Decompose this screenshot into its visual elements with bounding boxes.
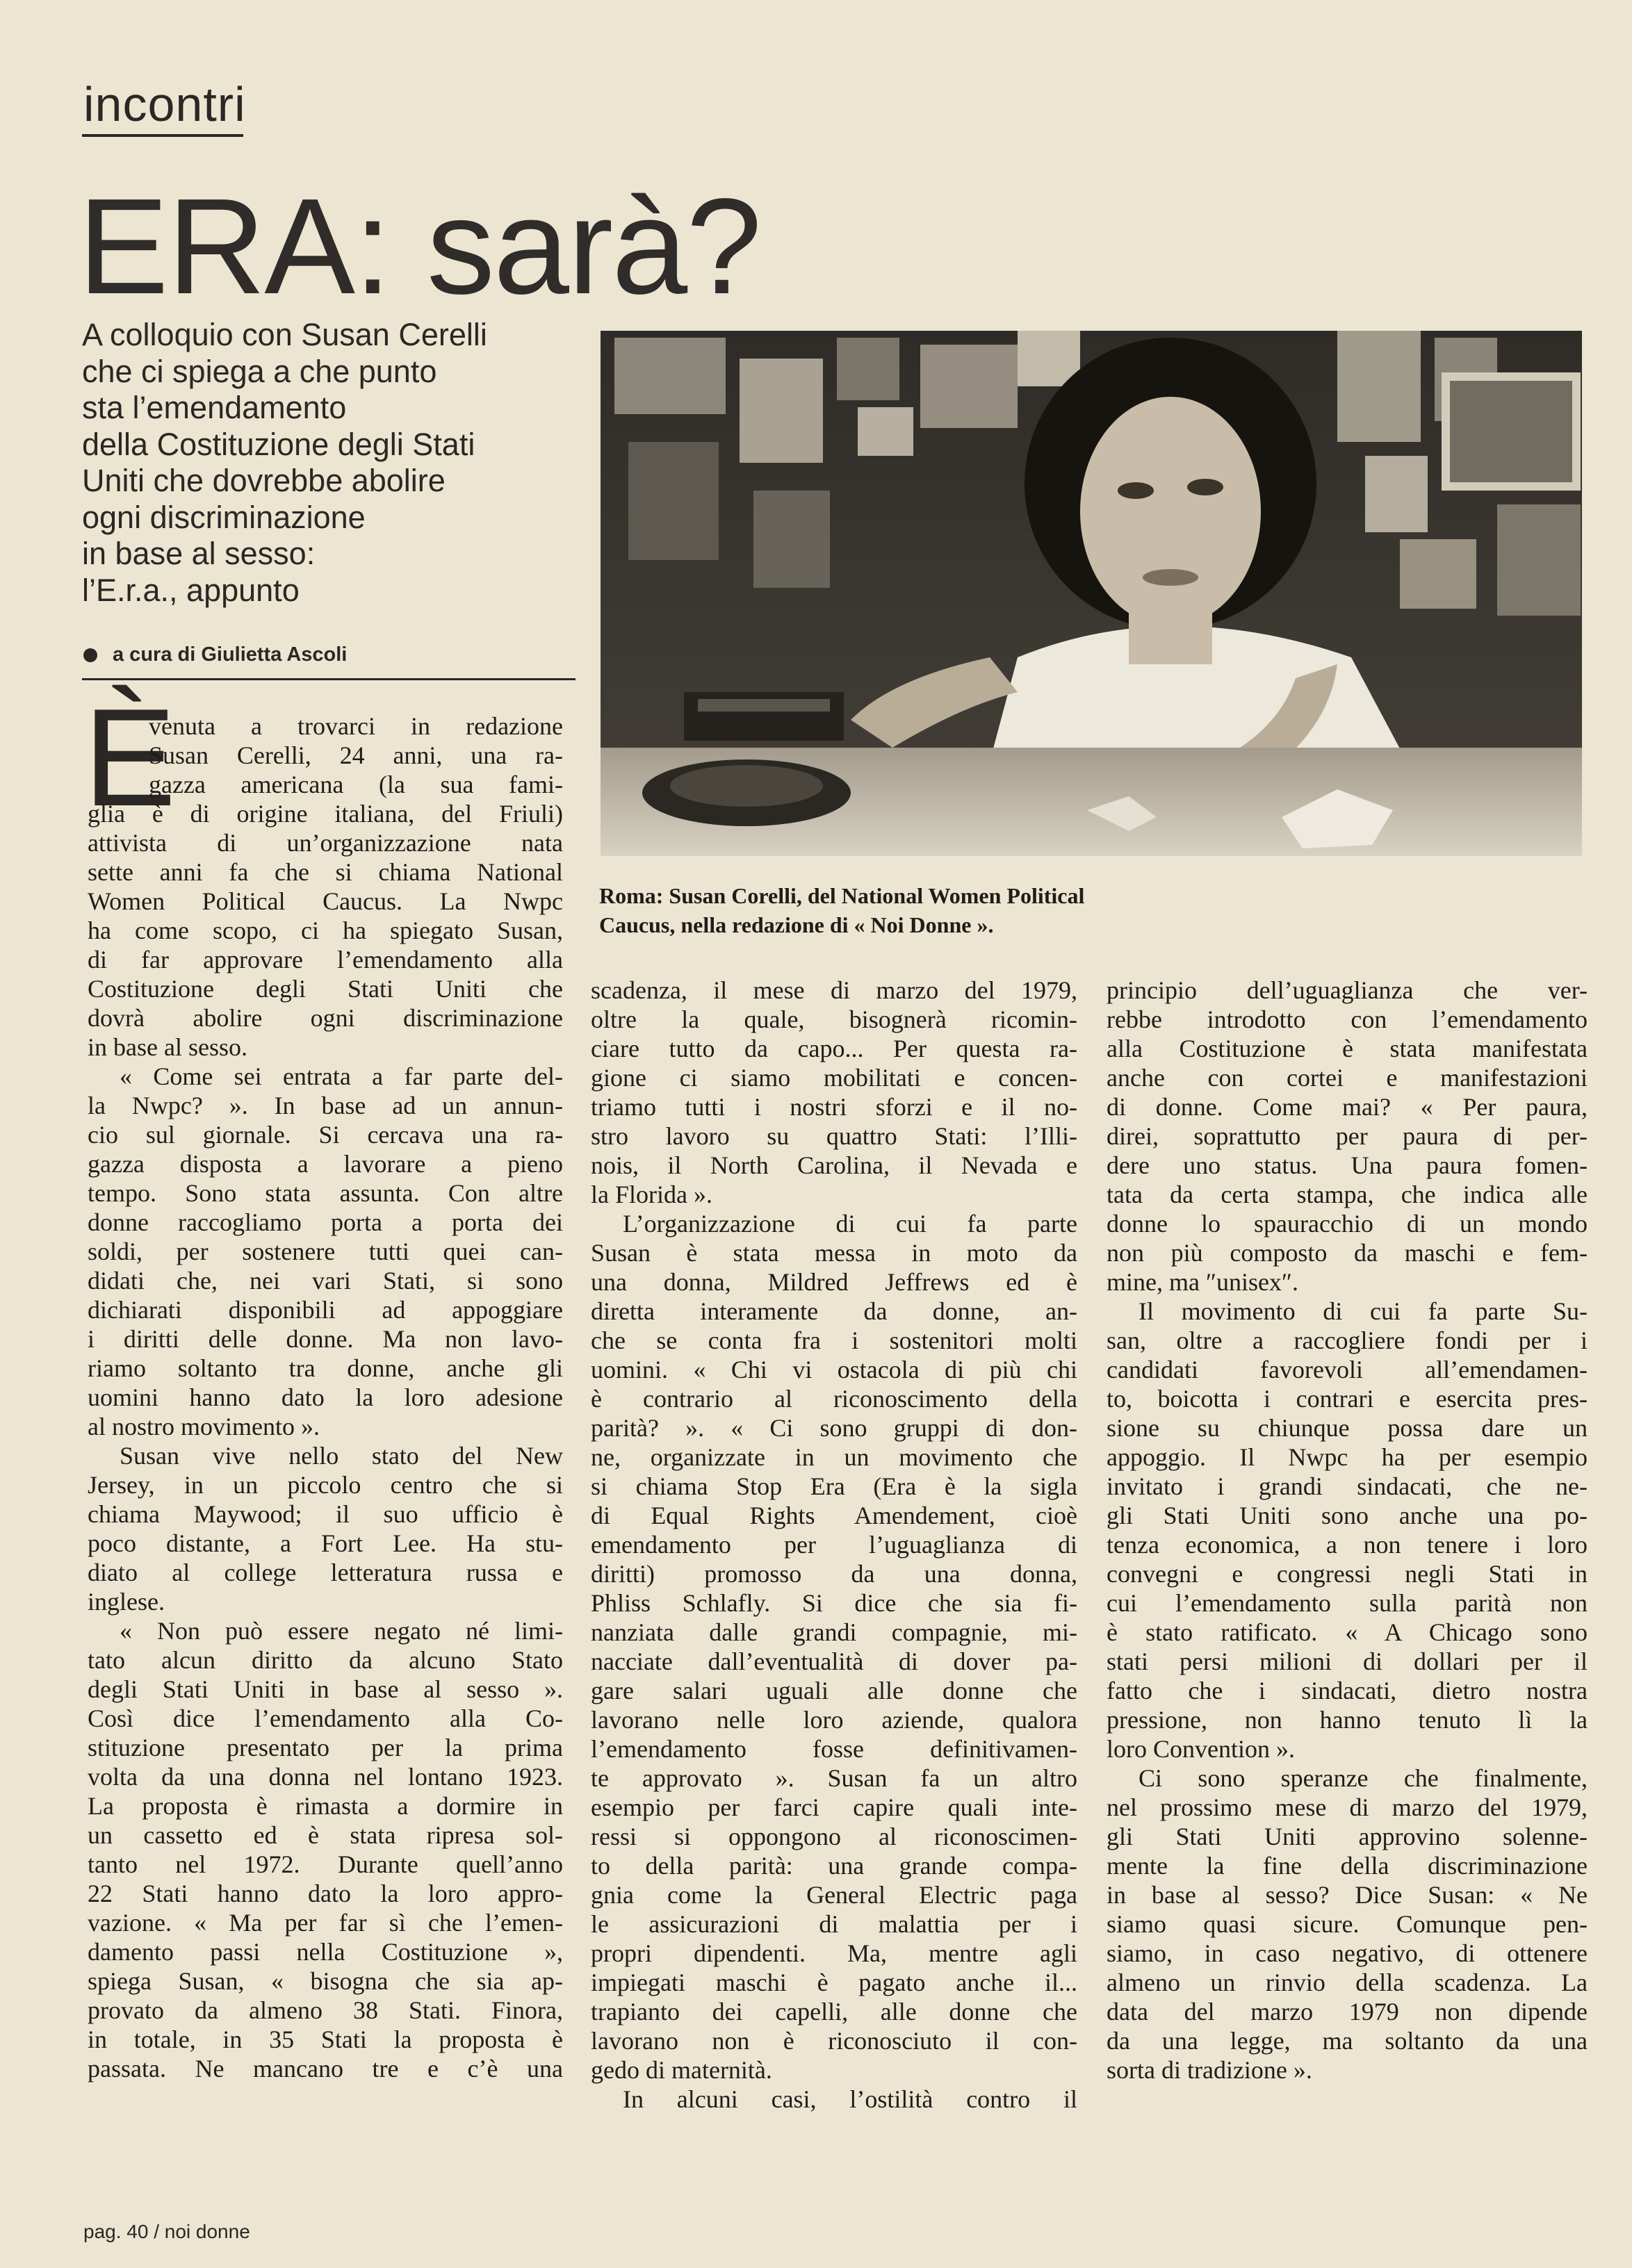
text-line: gedo di maternità. — [591, 2056, 772, 2084]
text-line: è stato ratificato. « A Chicago sono — [1107, 1618, 1588, 1646]
text-line: riamo soltanto tra donne, anche gli — [88, 1354, 563, 1382]
text-line: l’emendamento fosse definitivamen- — [591, 1735, 1077, 1763]
drop-cap: È — [83, 680, 177, 835]
text-line: propri dipendenti. Ma, mentre agli — [591, 1939, 1077, 1967]
text-line: chiama Maywood; il suo ufficio è — [88, 1500, 563, 1528]
text-line: L’organizzazione di cui fa parte — [623, 1210, 1077, 1238]
deck-line: sta l’emendamento — [82, 390, 347, 425]
text-line: venuta a trovarci in redazione — [149, 712, 563, 740]
text-line: « Non può essere negato né limi- — [120, 1617, 563, 1645]
text-line: La proposta è rimasta a dormire in — [88, 1792, 563, 1820]
text-line: anche con cortei e manifestazioni — [1107, 1064, 1588, 1092]
text-line: tata da certa stampa, che indica alle — [1107, 1181, 1588, 1208]
text-line: le assicurazioni di malattia per i — [591, 1910, 1077, 1938]
text-line: di far approvare l’emendamento alla — [88, 946, 563, 973]
text-line: tempo. Sono stata assunta. Con altre — [88, 1179, 563, 1207]
text-line: invitato i grandi sindacati, che ne- — [1107, 1472, 1588, 1500]
text-line: attivista di un’organizzazione nata — [88, 829, 563, 857]
headline: ERA: sarà? — [78, 170, 761, 322]
article-column-3 — [1107, 976, 1588, 2085]
page-folio — [83, 2221, 250, 2243]
text-line: tenza economica, a non tenere i loro — [1107, 1531, 1588, 1559]
photo-caption — [599, 881, 1315, 939]
text-line: sette anni fa che si chiama National — [88, 858, 563, 886]
text-line: stituzione presentato per la prima — [88, 1734, 563, 1761]
text-line: direi, soprattutto per paura di per- — [1107, 1122, 1588, 1150]
text-line: parità? ». « Ci sono gruppi di don- — [591, 1414, 1077, 1442]
text-line: al nostro movimento ». — [88, 1413, 320, 1440]
deck-line: della Costituzione degli Stati — [82, 426, 475, 462]
text-line: triamo tutti i nostri sforzi e il no- — [591, 1093, 1077, 1121]
text-line: sione su chiunque possa dare un — [1107, 1414, 1588, 1442]
section-rule — [82, 134, 243, 137]
text-line: ciare tutto da capo... Per questa ra- — [591, 1035, 1077, 1062]
text-line: provato da almeno 38 Stati. Finora, — [88, 1996, 563, 2024]
text-line: Susan Cerelli, 24 anni, una ra- — [149, 741, 563, 769]
text-line: gare salari uguali alle donne che — [591, 1677, 1077, 1704]
byline — [83, 643, 347, 666]
text-line: gli Stati Uniti sono anche una po- — [1107, 1502, 1588, 1529]
text-line: nacciate dall’eventualità di dover pa- — [591, 1647, 1077, 1675]
text-line: siamo, in caso negativo, di ottenere — [1107, 1939, 1588, 1967]
deck-line: in base al sesso: — [82, 536, 316, 571]
text-line: te approvato ». Susan fa un altro — [591, 1764, 1077, 1792]
text-line: diritti) promosso da una donna, — [591, 1560, 1077, 1588]
text-line: mente la fine della discriminazione — [1107, 1852, 1588, 1880]
text-line: rebbe introdotto con l’emendamento — [1107, 1005, 1588, 1033]
deck-line: A colloquio con Susan Cerelli — [82, 317, 487, 352]
text-line: appoggio. Il Nwpc ha per esempio — [1107, 1443, 1588, 1471]
text-line: di Equal Rights Amendement, cioè — [591, 1502, 1077, 1529]
text-line: soldi, per sostenere tutti quei can- — [88, 1238, 563, 1265]
text-line: Phliss Schlafly. Si dice che sia fi- — [591, 1589, 1077, 1617]
text-line: diretta interamente da donne, an- — [591, 1297, 1077, 1325]
text-line: pressione, non hanno tenuto lì la — [1107, 1706, 1588, 1734]
text-line: glia è di origine italiana, del Friuli) — [88, 800, 563, 828]
text-line: In alcuni casi, l’ostilità contro il — [623, 2085, 1077, 2113]
text-line: almeno un rinvio della scadenza. La — [1107, 1969, 1588, 1996]
text-line: 22 Stati hanno dato la loro appro- — [88, 1880, 563, 1907]
deck-line: ogni discriminazione — [82, 499, 366, 535]
text-line: mine, ma ″unisex″. — [1107, 1268, 1298, 1296]
text-line: san, oltre a raccogliere fondi per i — [1107, 1326, 1588, 1354]
byline-text: a cura di Giulietta Ascoli — [113, 643, 348, 666]
text-line: emendamento per l’uguaglianza di — [591, 1531, 1077, 1559]
text-line: i diritti delle donne. Ma non lavo- — [88, 1325, 563, 1353]
text-line: donne raccogliamo porta a porta dei — [88, 1208, 563, 1236]
text-line: la Nwpc? ». In base ad un annun- — [88, 1092, 563, 1119]
text-line: convegni e congressi negli Stati in — [1107, 1560, 1588, 1588]
text-line: to, boicotta i contrari e esercita pres- — [1107, 1385, 1588, 1413]
text-line: cio sul giornale. Si cercava una ra- — [88, 1121, 563, 1149]
text-line: data del marzo 1979 non dipende — [1107, 1998, 1588, 2025]
text-line: gazza americana (la sua fami- — [149, 771, 563, 798]
text-line: Jersey, in un piccolo centro che si — [88, 1471, 563, 1499]
text-line: in totale, in 35 Stati la proposta è — [88, 2025, 563, 2053]
text-line: loro Convention ». — [1107, 1735, 1295, 1763]
text-line: gnia come la General Electric paga — [591, 1881, 1077, 1909]
text-line: non più composto da maschi e fem- — [1107, 1239, 1588, 1267]
text-line: inglese. — [88, 1588, 165, 1616]
text-line: vazione. « Ma per far sì che l’emen- — [88, 1909, 563, 1937]
text-line: impiegati maschi è pagato anche il... — [591, 1969, 1077, 1996]
text-line: da una legge, ma soltanto da una — [1107, 2027, 1588, 2055]
text-line: damento passi nella Costituzione », — [88, 1938, 563, 1966]
text-line: in base al sesso? Dice Susan: « Ne — [1107, 1881, 1588, 1909]
text-line: una donna, Mildred Jeffrews ed è — [591, 1268, 1077, 1296]
photo-illustration — [601, 331, 1582, 856]
text-line: ha come scopo, ci ha spiegato Susan, — [88, 917, 563, 944]
text-line: Women Political Caucus. La Nwpc — [88, 887, 563, 915]
text-line: gione ci siamo mobilitati e concen- — [591, 1064, 1077, 1092]
text-line: un cassetto ed è stata ripresa sol- — [88, 1821, 563, 1849]
text-line: sorta di tradizione ». — [1107, 2056, 1312, 2084]
caption-line: Caucus, nella redazione di « Noi Donne ». — [599, 912, 994, 937]
bullet-icon — [83, 648, 97, 662]
text-line: gazza disposta a lavorare a pieno — [88, 1150, 563, 1178]
text-line: la Florida ». — [591, 1181, 712, 1208]
folio-separator: / — [154, 2221, 159, 2242]
text-line: principio dell’uguaglianza che ver- — [1107, 976, 1588, 1004]
article-column-2 — [591, 976, 1077, 2114]
text-line: donne lo spauracchio di un mondo — [1107, 1210, 1588, 1238]
section-label: incontri — [83, 77, 246, 131]
page-number: pag. 40 — [83, 2221, 149, 2242]
text-line: « Come sei entrata a far parte del- — [120, 1062, 563, 1090]
text-line: tanto nel 1972. Durante quell’anno — [88, 1850, 563, 1878]
text-line: fatto che i sindacati, dietro nostra — [1107, 1677, 1588, 1704]
text-line: stati persi milioni di dollari per il — [1107, 1647, 1588, 1675]
deck-line: l’E.r.a., appunto — [82, 572, 300, 608]
text-line: in base al sesso. — [88, 1033, 247, 1061]
text-line: dovrà abolire ogni discriminazione — [88, 1004, 563, 1032]
text-line: dere uno status. Una paura fomen- — [1107, 1151, 1588, 1179]
text-line: scadenza, il mese di marzo del 1979, — [591, 976, 1077, 1004]
caption-line: Roma: Susan Corelli, del National Women Political — [599, 883, 1085, 908]
text-line: Susan vive nello stato del New — [120, 1442, 563, 1470]
text-line: lavorano non è riconosciuto il con- — [591, 2027, 1077, 2055]
text-line: trapianto dei capelli, alle donne che — [591, 1998, 1077, 2025]
text-line: didati che, nei vari Stati, si sono — [88, 1267, 563, 1295]
text-line: uomini hanno dato la loro adesione — [88, 1383, 563, 1411]
article-column-1 — [88, 712, 563, 2083]
text-line: oltre la quale, bisognerà ricomin- — [591, 1005, 1077, 1033]
text-line: stro lavoro su quattro Stati: l’Illi- — [591, 1122, 1077, 1150]
text-line: cui l’emendamento sulla parità non — [1107, 1589, 1588, 1617]
magazine-name: noi donne — [164, 2221, 250, 2242]
text-line: lavorano nelle loro aziende, qualora — [591, 1706, 1077, 1734]
text-line: spiega Susan, « bisogna che sia ap- — [88, 1967, 563, 1995]
deck — [82, 317, 582, 609]
text-line: siamo quasi sicure. Comunque pen- — [1107, 1910, 1588, 1938]
text-line: tato alcun diritto da alcuno Stato — [88, 1646, 563, 1674]
text-line: degli Stati Uniti in base al sesso ». — [88, 1675, 563, 1703]
text-line: volta da una donna nel lontano 1923. — [88, 1763, 563, 1791]
text-line: che se conta fra i sostenitori molti — [591, 1326, 1077, 1354]
text-line: uomini. « Chi vi ostacola di più chi — [591, 1356, 1077, 1383]
text-line: Susan è stata messa in moto da — [591, 1239, 1077, 1267]
text-line: nel prossimo mese di marzo del 1979, — [1107, 1793, 1588, 1821]
text-line: dichiarati disponibili ad appoggiare — [88, 1296, 563, 1324]
text-line: Il movimento di cui fa parte Su- — [1139, 1297, 1588, 1325]
text-line: diato al college letteratura russa e — [88, 1559, 563, 1586]
text-line: è contrario al riconoscimento della — [591, 1385, 1077, 1413]
text-line: alla Costituzione è stata manifestata — [1107, 1035, 1588, 1062]
text-line: Ci sono speranze che finalmente, — [1139, 1764, 1588, 1792]
text-line: ressi si oppongono al riconoscimen- — [591, 1823, 1077, 1850]
text-line: poco distante, a Fort Lee. Ha stu- — [88, 1529, 563, 1557]
text-line: passata. Ne mancano tre e c’è una — [88, 2055, 563, 2082]
text-line: Costituzione degli Stati Uniti che — [88, 975, 563, 1003]
text-line: esempio per farci capire quali inte- — [591, 1793, 1077, 1821]
text-line: to della parità: una grande compa- — [591, 1852, 1077, 1880]
text-line: di donne. Come mai? « Per paura, — [1107, 1093, 1588, 1121]
deck-line: Uniti che dovrebbe abolire — [82, 463, 446, 498]
text-line: Così dice l’emendamento alla Co- — [88, 1704, 563, 1732]
text-line: gli Stati Uniti approvino solenne- — [1107, 1823, 1588, 1850]
text-line: nanziata dalle grandi compagnie, mi- — [591, 1618, 1077, 1646]
photo-susan-cerelli — [601, 331, 1582, 856]
deck-line: che ci spiega a che punto — [82, 353, 437, 389]
text-line: si chiama Stop Era (Era è la sigla — [591, 1472, 1077, 1500]
text-line: candidati favorevoli all’emendamen- — [1107, 1356, 1588, 1383]
text-line: nois, il North Carolina, il Nevada e — [591, 1151, 1077, 1179]
text-line: ne, organizzate in un movimento che — [591, 1443, 1077, 1471]
